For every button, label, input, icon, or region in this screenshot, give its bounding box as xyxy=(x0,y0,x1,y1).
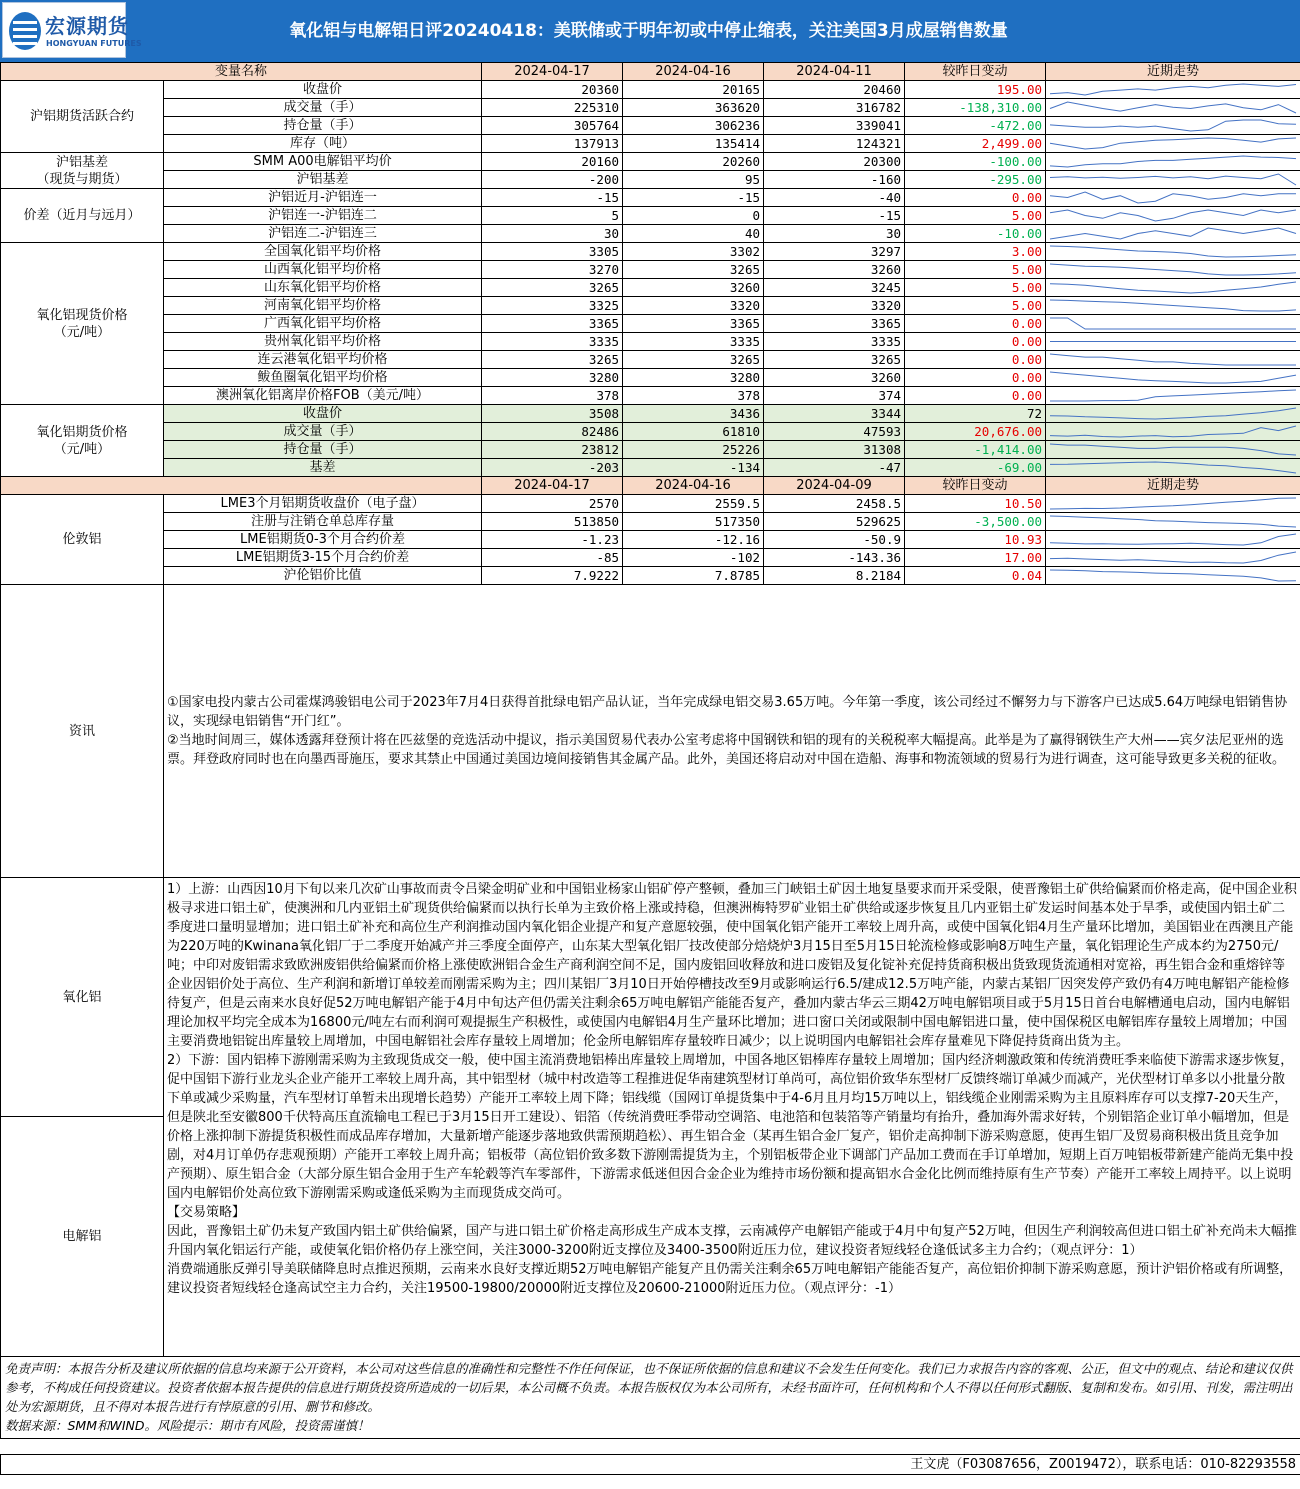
table-row xyxy=(1,387,1300,405)
value-day1: 3270 xyxy=(482,261,623,279)
value-day1: 3365 xyxy=(482,315,623,333)
daily-change: -295.00 xyxy=(905,171,1046,189)
sparkline xyxy=(1048,550,1298,565)
value-day3: -160 xyxy=(764,171,905,189)
table-row xyxy=(1,207,1300,225)
sparkline xyxy=(1048,100,1298,115)
value-day1: 20160 xyxy=(482,153,623,171)
table-row xyxy=(1,315,1300,333)
trend-cell xyxy=(1046,99,1300,117)
analysis-content xyxy=(164,878,1300,1357)
daily-change: 2,499.00 xyxy=(905,135,1046,153)
value-day3: 2458.5 xyxy=(764,495,905,513)
column-header: 2024-04-17 xyxy=(482,63,623,81)
alumina-label: 氧化铝 xyxy=(1,878,164,1117)
table-row xyxy=(1,567,1300,585)
sparkline xyxy=(1048,514,1298,529)
variable-name: 持仓量（手） xyxy=(164,441,482,459)
table-row xyxy=(1,261,1300,279)
sparkline xyxy=(1048,226,1298,241)
column-header xyxy=(1,477,482,495)
value-day3: 529625 xyxy=(764,513,905,531)
value-day3: 3335 xyxy=(764,333,905,351)
value-day3: 47593 xyxy=(764,423,905,441)
value-day3: 374 xyxy=(764,387,905,405)
analysis-downstream: 2）下游：国内铝棒下游刚需采购为主致现货成交一般，使中国主流消费地铝棒出库量较上周增加，中国各地区铝棒库存量较上周增加；国内经济刺激政策和传统消费旺季来临使下游需求逐步恢复，促中国铝下游行业龙头企业产能开工率较上周升高，其中铝型材（城中村改造等工程推进促华南建筑型材订单尚可，高位铝价致华东型材厂反馈终端订单减少而减产，光伏型材订单多以小批量分散下单或减少采购量，汽车型材订单暂未出现增长趋势）产能开工率较上周下降；铝线缆（国网订单提货集中于4-6月且月均15万吨以上，铝线缆企业刚需采购为主且原料库存可以支撑7-20天生产，但是陕北至安徽800千伏特高压直流输电工程已于3月15日开工建设）、铝箔（传统消费旺季带动空调箔、电池箔和包装箔等产销量均有抬升，叠加海外需求好转，个别铝箔企业订单小幅增加，但是价格上涨抑制下游提货积极性而成品库存增加，大量新增产能逐步落地致供需预期趋松）、再生铝合金（某再生铝合金厂复产，铝价走高抑制下游采购意愿，使再生铝厂及贸易商积极出货且竞争加剧，对4月订单仍存悲观预期）产能开工率较上周升高；铝板带（高位铝价致多数下游刚需提货为主，个别铝板带企业下调部门产品加工费而在手订单增加，短期上百万吨铝板带新建产能尚无集中投产预期）、原生铝合金（大部分原生铝合金用于生产车轮毂等汽车零部件，下游需求低迷但因合金企业为维持市场份额和提高铝水合金化比例而维持原有生产节奏）产能开工率较上周持平。以上说明国内电解铝价处高位致下游刚需采购或逢低采购为主而现货成交尚可。 xyxy=(167,1053,1294,1201)
trend-cell xyxy=(1046,135,1300,153)
variable-name: 沪铝近月-沪铝连一 xyxy=(164,189,482,207)
value-day1: -1.23 xyxy=(482,531,623,549)
daily-change: 5.00 xyxy=(905,279,1046,297)
company-logo xyxy=(2,2,142,58)
value-day2: -134 xyxy=(623,459,764,477)
variable-name: 山东氧化铝平均价格 xyxy=(164,279,482,297)
strategy-heading: 【交易策略】 xyxy=(167,1205,246,1220)
trend-cell xyxy=(1046,567,1300,585)
disclaimer-text: 免责声明：本报告分析及建议所依据的信息均来源于公开资料，本公司对这些信息的准确性和完整性不作任何保证，也不保证所依据的信息和建议不会发生任何变化。我们已力求报告内容的客观、公正，但文中的观点、结论和建议仅供参考，不构成任何投资建议。投资者依据本报告提供的信息进行期货投资所造成的一切后果，本公司概不负责。本报告版权仅为本公司所有，未经书面许可，任何机构和个人不得以任何形式翻版、复制和发布。如引用、刊发，需注明出处为宏源期货，且不得对本报告进行有悖原意的引用、删节和修改。 xyxy=(5,1361,1293,1414)
value-day2: 95 xyxy=(623,171,764,189)
variable-name: 山西氧化铝平均价格 xyxy=(164,261,482,279)
variable-name: 鲅鱼圈氧化铝平均价格 xyxy=(164,369,482,387)
value-day2: -102 xyxy=(623,549,764,567)
value-day1: 137913 xyxy=(482,135,623,153)
trend-cell xyxy=(1046,549,1300,567)
column-header-row xyxy=(1,477,1300,495)
value-day2: 61810 xyxy=(623,423,764,441)
table-row xyxy=(1,135,1300,153)
value-day3: 124321 xyxy=(764,135,905,153)
table-row xyxy=(1,171,1300,189)
column-header: 2024-04-09 xyxy=(764,477,905,495)
trend-cell xyxy=(1046,315,1300,333)
value-day3: 3297 xyxy=(764,243,905,261)
value-day3: 339041 xyxy=(764,117,905,135)
daily-change: 0.00 xyxy=(905,369,1046,387)
report-header xyxy=(0,0,1300,62)
trend-cell xyxy=(1046,405,1300,423)
disclaimer xyxy=(1,1357,1300,1439)
value-day2: 40 xyxy=(623,225,764,243)
daily-change: -69.00 xyxy=(905,459,1046,477)
trend-cell xyxy=(1046,459,1300,477)
value-day3: -47 xyxy=(764,459,905,477)
news-paragraph: ①国家电投内蒙古公司霍煤鸿骏铝电公司于2023年7月4日获得首批绿电铝产品认证，当年完成绿电铝交易3.65万吨。今年第一季度，该公司经过不懈努力与下游客户已达成5.64万吨绿电铝销售协议，实现绿电铝销售“开门红”。 xyxy=(167,695,1288,729)
news-paragraph: ②当地时间周三，媒体透露拜登预计将在匹兹堡的竞选活动中提议，指示美国贸易代表办公室考虑将中国钢铁和铝的现有的关税税率大幅提高。此举是为了赢得钢铁生产大州——宾夕法尼亚州的选票。拜登政府同时也在向墨西哥施压，要求其禁止中国通过美国边境间接销售其金属产品。此外，美国还将启动对中国在造船、海事和物流领域的贸易行为进行调查，这可能导致更多关税的征收。 xyxy=(167,733,1286,767)
value-day3: 3344 xyxy=(764,405,905,423)
value-day1: 3265 xyxy=(482,279,623,297)
value-day3: 3320 xyxy=(764,297,905,315)
value-day3: 30 xyxy=(764,225,905,243)
daily-change: -100.00 xyxy=(905,153,1046,171)
trend-cell xyxy=(1046,117,1300,135)
value-day1: 305764 xyxy=(482,117,623,135)
trend-cell xyxy=(1046,297,1300,315)
table-row xyxy=(1,99,1300,117)
daily-change: 20,676.00 xyxy=(905,423,1046,441)
value-day1: 3280 xyxy=(482,369,623,387)
daily-change: 0.00 xyxy=(905,351,1046,369)
data-source-text: 数据来源：SMM和WIND。风险提示：期市有风险，投资需谨慎！ xyxy=(5,1418,370,1433)
variable-name: 库存（吨） xyxy=(164,135,482,153)
daily-change: 72 xyxy=(905,405,1046,423)
daily-change: 0.00 xyxy=(905,189,1046,207)
daily-change: -3,500.00 xyxy=(905,513,1046,531)
value-day1: -203 xyxy=(482,459,623,477)
sparkline xyxy=(1048,442,1298,457)
variable-name: 收盘价 xyxy=(164,81,482,99)
sparkline xyxy=(1048,352,1298,367)
sparkline xyxy=(1048,118,1298,133)
variable-name: 连云港氧化铝平均价格 xyxy=(164,351,482,369)
sparkline xyxy=(1048,136,1298,151)
daily-change: 5.00 xyxy=(905,207,1046,225)
column-header: 较昨日变动 xyxy=(905,477,1046,495)
table-row xyxy=(1,81,1300,99)
trend-cell xyxy=(1046,513,1300,531)
value-day2: 3436 xyxy=(623,405,764,423)
logo-chinese-name: 宏源期货 xyxy=(45,14,129,38)
sparkline xyxy=(1048,496,1298,511)
value-day1: 82486 xyxy=(482,423,623,441)
value-day2: 25226 xyxy=(623,441,764,459)
trend-cell xyxy=(1046,171,1300,189)
trend-cell xyxy=(1046,189,1300,207)
category-label: 氧化铝期货价格 （元/吨） xyxy=(1,405,164,477)
daily-change: -472.00 xyxy=(905,117,1046,135)
news-content xyxy=(164,585,1300,878)
variable-name: LME铝期货3-15个月合约价差 xyxy=(164,549,482,567)
table-row xyxy=(1,423,1300,441)
column-header: 近期走势 xyxy=(1046,63,1300,81)
sparkline xyxy=(1048,190,1298,205)
value-day1: 3325 xyxy=(482,297,623,315)
trend-cell xyxy=(1046,423,1300,441)
value-day1: 3265 xyxy=(482,351,623,369)
variable-name: 注册与注销仓单总库存量 xyxy=(164,513,482,531)
variable-name: 贵州氧化铝平均价格 xyxy=(164,333,482,351)
value-day1: 3305 xyxy=(482,243,623,261)
value-day3: 20460 xyxy=(764,81,905,99)
value-day3: 316782 xyxy=(764,99,905,117)
sparkline xyxy=(1048,568,1298,583)
aluminum-label: 电解铝 xyxy=(1,1117,164,1357)
variable-name: 持仓量（手） xyxy=(164,117,482,135)
value-day3: 3365 xyxy=(764,315,905,333)
value-day2: -12.16 xyxy=(623,531,764,549)
sparkline xyxy=(1048,244,1298,259)
daily-change: -10.00 xyxy=(905,225,1046,243)
value-day1: 378 xyxy=(482,387,623,405)
daily-change: 10.93 xyxy=(905,531,1046,549)
daily-change: 3.00 xyxy=(905,243,1046,261)
category-label: 沪铝期货活跃合约 xyxy=(1,81,164,153)
value-day1: 30 xyxy=(482,225,623,243)
variable-name: LME铝期货0-3个月合约价差 xyxy=(164,531,482,549)
report-title: 氧化铝与电解铝日评20240418：美联储或于明年初或中停止缩表，关注美国3月成屋销售数量 xyxy=(289,21,1008,41)
logo-english-name: HONGYUAN FUTURES xyxy=(46,39,142,48)
value-day2: 2559.5 xyxy=(623,495,764,513)
value-day2: 0 xyxy=(623,207,764,225)
trend-cell xyxy=(1046,333,1300,351)
value-day2: 3280 xyxy=(623,369,764,387)
trend-cell xyxy=(1046,495,1300,513)
value-day2: 306236 xyxy=(623,117,764,135)
value-day2: 135414 xyxy=(623,135,764,153)
table-row xyxy=(1,405,1300,423)
value-day3: 31308 xyxy=(764,441,905,459)
value-day1: 3335 xyxy=(482,333,623,351)
sparkline xyxy=(1048,280,1298,295)
table-row xyxy=(1,549,1300,567)
column-header: 近期走势 xyxy=(1046,477,1300,495)
value-day3: 3245 xyxy=(764,279,905,297)
sparkline xyxy=(1048,370,1298,385)
table-row xyxy=(1,297,1300,315)
value-day1: 225310 xyxy=(482,99,623,117)
daily-change: -138,310.00 xyxy=(905,99,1046,117)
category-label: 价差（近月与远月） xyxy=(1,189,164,243)
author-contact: 王文虎（F03087656，Z0019472），联系电话：010-82293558 xyxy=(1,1455,1300,1475)
value-day2: 3265 xyxy=(623,261,764,279)
daily-change: 0.00 xyxy=(905,387,1046,405)
value-day3: -15 xyxy=(764,207,905,225)
sparkline xyxy=(1048,460,1298,475)
value-day3: -143.36 xyxy=(764,549,905,567)
value-day2: 7.8785 xyxy=(623,567,764,585)
sparkline xyxy=(1048,334,1298,349)
trend-cell xyxy=(1046,369,1300,387)
trend-cell xyxy=(1046,351,1300,369)
trend-cell xyxy=(1046,207,1300,225)
value-day1: 5 xyxy=(482,207,623,225)
value-day3: 3265 xyxy=(764,351,905,369)
daily-change: 0.00 xyxy=(905,315,1046,333)
variable-name: 广西氧化铝平均价格 xyxy=(164,315,482,333)
value-day2: 378 xyxy=(623,387,764,405)
value-day1: -85 xyxy=(482,549,623,567)
trend-cell xyxy=(1046,81,1300,99)
category-label: 氧化铝现货价格 （元/吨） xyxy=(1,243,164,405)
news-label: 资讯 xyxy=(1,585,164,878)
report-table xyxy=(0,62,1300,1475)
daily-change: 17.00 xyxy=(905,549,1046,567)
sparkline xyxy=(1048,316,1298,331)
variable-name: 沪铝基差 xyxy=(164,171,482,189)
column-header: 2024-04-11 xyxy=(764,63,905,81)
strategy-alumina: 因此，晋豫铝土矿仍未复产致国内铝土矿供给偏紧，国产与进口铝土矿价格走高形成生产成本支撑，云南减停产电解铝产能或于4月中旬复产52万吨，但因生产利润较高但进口铝土矿补充尚未大幅推升国内氧化铝运行产能，或使氧化铝价格仍存上涨空间，关注3000-3200附近支撑位及3400-3500附近压力位，建议投资者短线轻仓逢低试多主力合约；（观点评分：1） xyxy=(167,1224,1297,1258)
daily-change: 0.04 xyxy=(905,567,1046,585)
value-day1: 513850 xyxy=(482,513,623,531)
value-day2: 20260 xyxy=(623,153,764,171)
column-header: 变量名称 xyxy=(1,63,482,81)
sparkline xyxy=(1048,82,1298,97)
column-header: 2024-04-16 xyxy=(623,63,764,81)
table-row xyxy=(1,225,1300,243)
variable-name: 全国氧化铝平均价格 xyxy=(164,243,482,261)
trend-cell xyxy=(1046,279,1300,297)
variable-name: 收盘价 xyxy=(164,405,482,423)
sparkline xyxy=(1048,262,1298,277)
variable-name: LME3个月铝期货收盘价（电子盘） xyxy=(164,495,482,513)
variable-name: 沪铝连一-沪铝连二 xyxy=(164,207,482,225)
variable-name: 基差 xyxy=(164,459,482,477)
column-header: 2024-04-17 xyxy=(482,477,623,495)
value-day3: 20300 xyxy=(764,153,905,171)
sparkline xyxy=(1048,388,1298,403)
value-day1: 3508 xyxy=(482,405,623,423)
logo-globe-icon xyxy=(9,12,41,50)
table-row xyxy=(1,459,1300,477)
value-day2: 3365 xyxy=(623,315,764,333)
sparkline xyxy=(1048,424,1298,439)
trend-cell xyxy=(1046,225,1300,243)
value-day1: 23812 xyxy=(482,441,623,459)
variable-name: 河南氧化铝平均价格 xyxy=(164,297,482,315)
column-header: 2024-04-16 xyxy=(623,477,764,495)
value-day1: -200 xyxy=(482,171,623,189)
daily-change: 5.00 xyxy=(905,261,1046,279)
table-row xyxy=(1,153,1300,171)
table-row xyxy=(1,189,1300,207)
value-day3: 3260 xyxy=(764,261,905,279)
table-row xyxy=(1,243,1300,261)
value-day2: 3302 xyxy=(623,243,764,261)
table-row xyxy=(1,531,1300,549)
daily-change: 10.50 xyxy=(905,495,1046,513)
daily-change: 5.00 xyxy=(905,297,1046,315)
table-row xyxy=(1,369,1300,387)
value-day2: -15 xyxy=(623,189,764,207)
sparkline xyxy=(1048,208,1298,223)
value-day3: -40 xyxy=(764,189,905,207)
value-day2: 20165 xyxy=(623,81,764,99)
trend-cell xyxy=(1046,153,1300,171)
variable-name: SMM A00电解铝平均价 xyxy=(164,153,482,171)
daily-change: 195.00 xyxy=(905,81,1046,99)
value-day2: 517350 xyxy=(623,513,764,531)
trend-cell xyxy=(1046,387,1300,405)
value-day1: 20360 xyxy=(482,81,623,99)
value-day3: 3260 xyxy=(764,369,905,387)
trend-cell xyxy=(1046,441,1300,459)
table-row xyxy=(1,351,1300,369)
table-row xyxy=(1,117,1300,135)
table-row xyxy=(1,441,1300,459)
value-day2: 3335 xyxy=(623,333,764,351)
value-day1: 2570 xyxy=(482,495,623,513)
daily-change: -1,414.00 xyxy=(905,441,1046,459)
variable-name: 成交量（手） xyxy=(164,99,482,117)
sparkline xyxy=(1048,406,1298,421)
variable-name: 沪伦铝价比值 xyxy=(164,567,482,585)
value-day2: 3260 xyxy=(623,279,764,297)
column-header: 较昨日变动 xyxy=(905,63,1046,81)
daily-change: 0.00 xyxy=(905,333,1046,351)
trend-cell xyxy=(1046,243,1300,261)
table-row xyxy=(1,279,1300,297)
variable-name: 沪铝连二-沪铝连三 xyxy=(164,225,482,243)
sparkline xyxy=(1048,154,1298,169)
table-row xyxy=(1,513,1300,531)
trend-cell xyxy=(1046,261,1300,279)
variable-name: 澳洲氧化铝离岸价格FOB（美元/吨） xyxy=(164,387,482,405)
value-day3: 8.2184 xyxy=(764,567,905,585)
value-day1: 7.9222 xyxy=(482,567,623,585)
value-day1: -15 xyxy=(482,189,623,207)
value-day2: 3320 xyxy=(623,297,764,315)
sparkline xyxy=(1048,298,1298,313)
trend-cell xyxy=(1046,531,1300,549)
value-day3: -50.9 xyxy=(764,531,905,549)
value-day2: 3265 xyxy=(623,351,764,369)
value-day2: 363620 xyxy=(623,99,764,117)
category-label: 沪铝基差 （现货与期货） xyxy=(1,153,164,189)
table-row xyxy=(1,333,1300,351)
sparkline xyxy=(1048,172,1298,187)
column-header-row xyxy=(1,63,1300,81)
strategy-aluminum: 消费端通胀反弹引导美联储降息时点推迟预期，云南来水良好支撑近期52万吨电解铝产能复产且仍需关注剩余65万吨电解铝产能能否复产，高位铝价抑制下游采购意愿，预计沪铝价格或有所调整，建议投资者短线轻仓逢高试空主力合约，关注19500-19800/20000附近支撑位及20600-21000附近压力位。（观点评分：-1） xyxy=(167,1262,1293,1296)
category-label: 伦敦铝 xyxy=(1,495,164,585)
sparkline xyxy=(1048,532,1298,547)
variable-name: 成交量（手） xyxy=(164,423,482,441)
table-row xyxy=(1,495,1300,513)
analysis-upstream: 1）上游：山西因10月下旬以来几次矿山事故而责令吕梁金明矿业和中国铝业杨家山铝矿停产整顿，叠加三门峡铝土矿因土地复垦要求而开采受限，使晋豫铝土矿供给偏紧而价格走高，促中国企业积极寻求进口铝土矿，使澳洲和几内亚铝土矿现货供给偏紧而以执行长单为主致价格上涨或持稳，但澳洲梅特罗矿业铝土矿供给或逐步恢复且几内亚铝土矿发运时间基本处于旱季，或使国内铝土矿二季度进口量明显增加；进口铝土矿补充和高位生产利润推动国内氧化铝企业提产和复产意愿较强，使中国氧化铝产能开工率较上周升高，或使中国氧化铝4月生产量环比增加，美国铝业在西澳且产能为220万吨的Kwinana氧化铝厂于二季度开始减产并三季度全面停产，山东某大型氧化铝厂技改使部分焙烧炉3月15日至5月15日轮流检修或影响8万吨生产量，氧化铝理论生产成本约为2750元/吨；中印对废铝需求致欧洲废铝供给偏紧而价格上涨使欧洲铝合金生产商利润空间不足，国内废铝回收释放和进口废铝及复化锭补充促持货商积极出货致现货流通相对宽裕，再生铝合金和重熔锌等企业因铝价处于高位、生产利润和新增订单较差而刚需采购为主；四川某铝厂3月10日开始停槽技改至9月或影响运行6.5/建成12.5万吨产能，内蒙古某铝厂因突发停产致仍有4万吨电解铝产能检修待复产，但是云南来水良好促52万吨电解铝产能于4月中旬达产但仍需关注剩余65万吨电解铝产能能否复产，叠加内蒙古华云三期42万吨电解铝项目或于5月15日首台电解槽通电启动，国内电解铝理论加权平均完全成本为16800元/吨左右而利润可观提振生产积极性，或使国内电解铝4月生产量环比增加；进口窗口关闭或限制中国电解铝进口量，使中国保税区电解铝库存量较上周增加；中国主要消费地铝锭出库量较上周增加，中国电解铝社会库存量较上周增加；伦金所电解铝库存量较昨日减少；以上说明国内电解铝社会库存量难见下降促持货商出货为主。 xyxy=(167,882,1297,1049)
